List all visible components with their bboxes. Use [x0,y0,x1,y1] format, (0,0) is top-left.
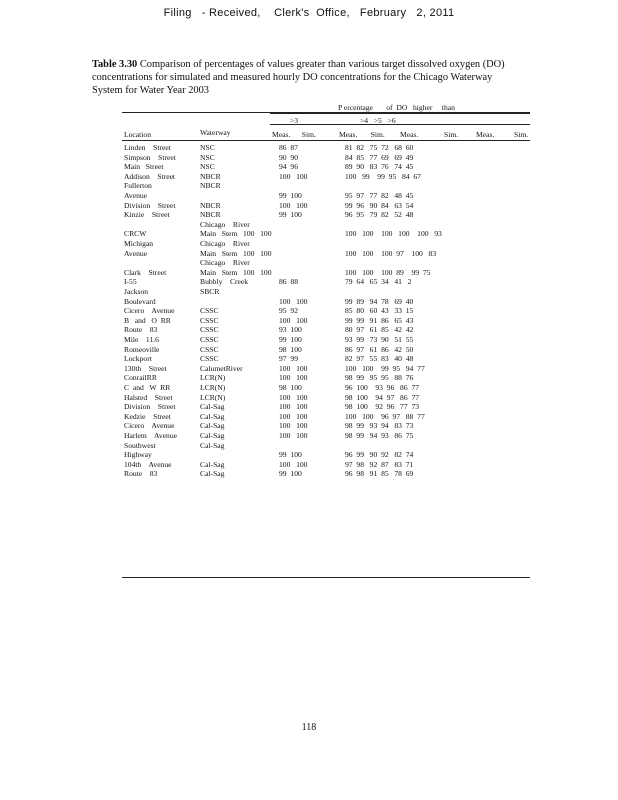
row-value-gt3: 100 100 [279,459,308,469]
row-location: Addison Street [124,171,176,181]
row-location: Harlem Avenue [124,431,177,440]
row-location: Jackson [124,287,149,296]
row-location: Southwest [124,440,156,450]
row-values-gt4-gt6: 86 97 61 86 42 50 [345,344,414,354]
row-values-gt4-gt6: 96 100 93 96 86 77 [345,383,420,392]
row-values-gt4-gt6: 98 100 92 96 77 73 [345,402,420,412]
row-waterway: Chicago River [200,258,250,268]
row-waterway: CSSC [200,306,219,316]
row-value-gt3: 99 100 [279,469,302,479]
row-waterway: Cal-Sag [200,402,225,412]
row-location: Cicero Avenue [124,421,175,431]
row-value-gt3: 86 87 [279,143,298,152]
row-location: I-55 [124,277,137,287]
row-waterway: Cal-Sag [200,411,225,421]
threshold-3: >3 [290,116,299,125]
col-meas-sim-1: Meas. Sim. [272,130,316,139]
row-waterway: Bubbly Creek [200,277,249,287]
row-location: 130th Street [124,363,167,373]
row-waterway: NBCR [200,210,221,220]
threshold-rule [270,124,530,125]
row-waterway: Cal-Sag [200,469,225,479]
row-value-gt3: 99 100 [279,450,302,460]
row-value-gt3: 90 90 [279,152,298,162]
row-values-gt4-gt6: 100 99 99 95 84 67 [345,171,421,181]
row-values-gt4-gt6: 95 97 77 82 48 45 [345,191,414,200]
row-location: Cicero Avenue [124,306,175,316]
row-location: Fullerton [124,181,152,191]
row-values-gt4-gt6: 99 89 94 78 69 40 [345,296,414,306]
row-values-gt4-gt6: 93 99 73 90 51 55 [345,335,414,344]
row-waterway: NSC [200,152,215,162]
row-location: Boulevard [124,296,156,306]
row-waterway: NBCR [200,181,221,191]
row-values-gt4-gt6: 100 100 99 95 94 77 [345,363,425,373]
row-value-gt3: 100 100 [279,402,308,412]
row-value-gt3: 100 100 [279,411,308,421]
row-location: Avenue [124,248,148,258]
row-location: Highway [124,450,152,460]
row-location: Route 83 [124,325,158,335]
col-sim-4: Sim. [514,130,529,139]
row-values-gt4-gt6: 100 100 100 100 100 93 [345,229,442,239]
threshold-4-5-6: >4 >5 >6 [360,116,396,125]
row-location: Division Street [124,402,176,412]
row-waterway: Chicago River [200,239,250,248]
row-value-gt3: 100 100 [279,363,308,373]
col-location: Location [124,130,151,139]
row-location: CRCW [124,229,147,239]
row-waterway: Cal-Sag [200,431,225,440]
row-value-gt3: 100 100 [279,200,308,210]
row-location: Division Street [124,200,176,210]
row-waterway: Cal-Sag [200,421,225,431]
row-values-gt4-gt6: 96 98 91 85 78 69 [345,469,414,479]
row-value-gt3: 100 100 [279,431,308,440]
row-value-gt3: 99 100 [279,335,302,344]
row-values-gt4-gt6: 100 100 96 97 88 77 [345,411,425,421]
table-bottom-rule [122,577,530,578]
col-meas-4: Meas. [476,130,495,139]
row-location: Clark Street [124,267,167,277]
row-values-gt4-gt6: 96 99 90 92 82 74 [345,450,414,460]
row-value-gt3: 95 92 [279,306,298,316]
row-waterway: NBCR [200,171,221,181]
row-value-gt3: 100 100 [279,315,308,325]
row-waterway: Cal-Sag [200,459,225,469]
row-location: C and W RR [124,383,171,392]
row-value-gt3: 99 100 [279,191,302,200]
row-waterway: Main Stem 100 100 [200,229,272,239]
row-value-gt3: 94 96 [279,162,298,172]
row-waterway: CSSC [200,344,219,354]
row-location: Lockport [124,354,152,364]
row-waterway: Cal-Sag [200,440,225,450]
row-value-gt3: 86 88 [279,277,298,287]
table-caption [92,58,522,97]
row-values-gt4-gt6: 81 82 75 72 68 60 [345,143,414,152]
row-value-gt3: 100 100 [279,421,308,431]
col-waterway: Waterway [200,128,231,137]
row-waterway: Main Stem 100 100 [200,248,272,258]
page-number: 118 [301,722,317,733]
row-values-gt4-gt6: 99 99 91 86 65 43 [345,315,414,325]
row-values-gt4-gt6: 84 85 77 69 69 49 [345,152,414,162]
row-location: Kinzie Street [124,210,170,220]
row-values-gt4-gt6: 100 100 100 89 99 75 [345,267,431,277]
row-waterway: CalumetRiver [200,363,243,373]
row-waterway: NBCR [200,200,221,210]
row-location: Michigan [124,239,154,248]
row-waterway: CSSC [200,315,219,325]
row-waterway: NSC [200,162,215,172]
row-waterway: CSSC [200,325,219,335]
superheader-rule [270,113,530,114]
row-location: Route 83 [124,469,158,479]
row-values-gt4-gt6: 100 100 100 97 100 83 [345,248,437,258]
row-waterway: LCR(N) [200,392,226,402]
row-location: Mile 11.6 [124,335,159,344]
row-location: Romeoville [124,344,160,354]
row-location: B and O RR [124,315,171,325]
row-location: Main Street [124,162,164,172]
row-waterway: LCR(N) [200,373,226,383]
row-value-gt3: 100 100 [279,373,308,383]
row-location: ConrailRR [124,373,157,383]
row-values-gt4-gt6: 98 99 94 93 86 75 [345,431,414,440]
row-location: Kedzie Street [124,411,171,421]
row-value-gt3: 100 100 [279,392,308,402]
row-location: 104th Avenue [124,459,172,469]
row-value-gt3: 98 100 [279,383,302,392]
row-value-gt3: 93 100 [279,325,302,335]
row-location: Simpson Street [124,152,176,162]
row-value-gt3: 98 100 [279,344,302,354]
header-rule [122,140,530,141]
row-waterway: CSSC [200,354,219,364]
row-values-gt4-gt6: 82 97 55 83 40 48 [345,354,414,364]
row-value-gt3: 99 100 [279,210,302,220]
row-value-gt3: 100 100 [279,296,308,306]
row-values-gt4-gt6: 79 64 65 34 41 2 [345,277,412,287]
col-meas-sim-2: Meas. Sim. Meas. [339,130,419,139]
row-values-gt4-gt6: 97 98 92 87 83 71 [345,459,414,469]
row-waterway: Chicago River [200,219,250,229]
row-waterway: SBCR [200,287,220,296]
row-value-gt3: 100 100 [279,171,308,181]
row-value-gt3: 97 99 [279,354,298,364]
superheader: P ercentage of DO higher than [338,103,455,112]
row-values-gt4-gt6: 98 99 93 94 83 73 [345,421,414,431]
caption-text: Comparison of percentages of values greater than various target dissolved oxygen (DO) concentrations for simulated and measured hourly DO concentrations for the Chicago Waterway System for Water Year 2003 [92,59,505,96]
row-location: Halsted Street [124,392,173,402]
row-waterway: LCR(N) [200,383,226,392]
row-values-gt4-gt6: 89 90 83 76 74 45 [345,162,414,172]
col-sim-3: Sim. [444,130,459,139]
row-location: Linden Street [124,143,171,152]
row-waterway: Main Stem 100 100 [200,267,272,277]
row-location: Avenue [124,191,148,200]
row-values-gt4-gt6: 98 99 95 95 88 76 [345,373,414,383]
row-values-gt4-gt6: 85 80 60 43 33 15 [345,306,414,316]
row-values-gt4-gt6: 99 96 90 84 63 54 [345,200,414,210]
row-values-gt4-gt6: 98 100 94 97 86 77 [345,392,420,402]
row-waterway: NSC [200,143,215,152]
page-header: Filing - Received, Clerk's Office, February 2, 2011 [163,7,455,19]
row-values-gt4-gt6: 80 97 61 85 42 42 [345,325,414,335]
row-waterway: CSSC [200,335,219,344]
table-label: Table 3.30 [92,59,138,70]
row-values-gt4-gt6: 96 95 79 82 52 48 [345,210,414,220]
